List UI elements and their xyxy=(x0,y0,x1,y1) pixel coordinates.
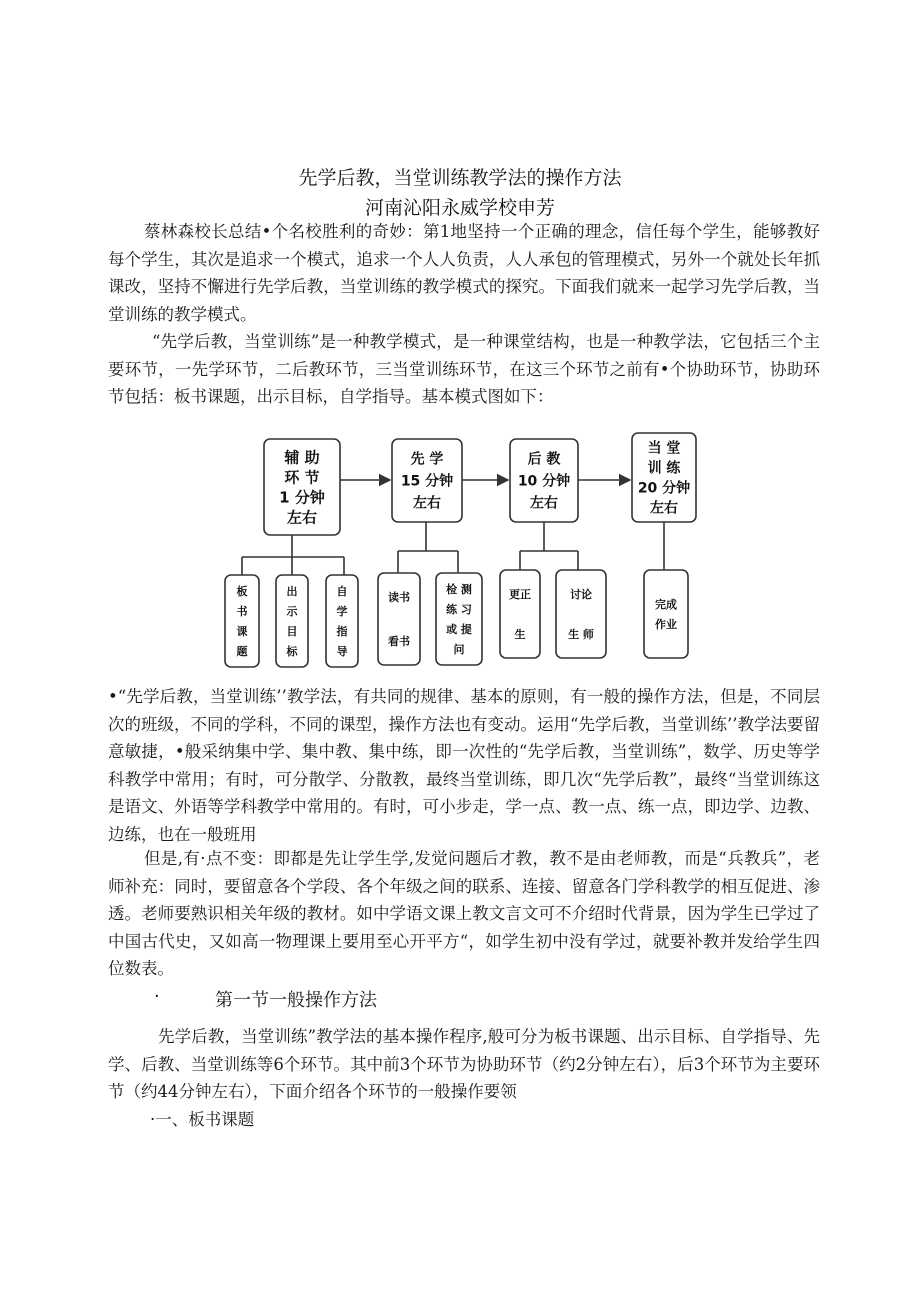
box-pre-study xyxy=(392,439,462,522)
box-board-title-line: 课 xyxy=(236,624,248,638)
box-finish-homework-line: 完成 xyxy=(655,597,677,611)
paragraph-procedure: 先学后教，当堂训练”教学法的基本操作程序,般可分为板书课题、出示目标、自学指导、先学、后教、当堂训练等6个环节。其中前3个环节为协助环节（约2分钟左右），后3个环节为主要环节（约44分钟左右），下面介绍各个环节的一般操作要领 xyxy=(108,1027,820,1101)
box-auxiliary-step-line: 辅 助 xyxy=(284,448,320,467)
document-author: 河南沁阳永威学校申芳 xyxy=(364,197,555,219)
box-discussion-line: 讨论 xyxy=(570,587,592,601)
box-pre-study-line: 左右 xyxy=(413,495,441,512)
box-board-title-line: 板 xyxy=(236,584,248,598)
box-board-title-line: 书 xyxy=(236,604,248,618)
document-title: 先学后教，当堂训练教学法的操作方法 xyxy=(298,167,622,189)
box-classroom-practice-line: 20 分钟 xyxy=(637,480,691,497)
box-finish-homework xyxy=(644,570,688,658)
box-board-title-line: 题 xyxy=(236,644,248,658)
box-read-book-line: 读书 xyxy=(388,590,410,604)
box-self-study-guide-line: 指 xyxy=(336,624,348,638)
box-classroom-practice-line: 当 堂 xyxy=(647,440,681,457)
box-auxiliary-step-line: 左右 xyxy=(286,508,318,527)
box-auxiliary-step-line: 1 分钟 xyxy=(279,488,325,507)
section-bullet: · xyxy=(154,986,160,1007)
box-classroom-practice-line: 训 练 xyxy=(647,460,681,477)
box-post-teaching-line: 10 分钟 xyxy=(517,473,571,490)
box-pre-study-line: 先 学 xyxy=(410,451,444,468)
box-test-practice-line: 练 习 xyxy=(446,602,472,616)
box-auxiliary-step-line: 环 节 xyxy=(284,468,320,487)
box-read-book-line: 看书 xyxy=(388,634,410,648)
box-test-practice-line: 检 测 xyxy=(446,582,472,596)
paragraph-model-definition: “先学后教，当堂训练”是一种教学模式，是一种课堂结构，也是一种教学法，它包括三个主要环节，一先学环节，二后教环节，三当堂训练环节，在这三个环节之前有•个协助环节，协助环节包括：板书课题，出示目标，自学指导。基本模式图如下： xyxy=(108,332,820,406)
box-show-goals-line: 目 xyxy=(286,624,298,638)
box-correction-line: 更正 xyxy=(509,587,531,601)
box-self-study-guide-line: 导 xyxy=(336,644,348,658)
teaching-model-diagram xyxy=(212,425,712,670)
box-discussion xyxy=(556,570,606,658)
box-test-practice-line: 或 提 xyxy=(446,622,472,636)
box-read-book xyxy=(378,573,420,665)
box-classroom-practice xyxy=(632,433,696,522)
subheading-board-title: ·一、板书课题 xyxy=(150,1110,255,1129)
paragraph-intro: 蔡林森校长总结•个名校胜利的奇妙：第1地坚持一个正确的理念，信任每个学生，能够教好每个学生，其次是追求一个模式，追求一个人人负责，人人承包的管理模式，另外一个就处长年抓课改，坚持不懈进行先学后教，当堂训练的教学模式的探究。下面我们就来一起学习先学后教，当堂训练的教学模式。 xyxy=(108,222,820,324)
box-correction xyxy=(500,570,540,658)
box-post-teaching xyxy=(510,439,578,522)
box-classroom-practice-line: 左右 xyxy=(650,500,678,517)
paragraph-general-method: •“先学后教，当堂训练’’教学法，有共同的规律、基本的原则，有一般的操作方法，但是，不同层次的班级，不同的学科，不同的课型，操作方法也有变动。运用“先学后教，当堂训练’’教学法要留意敏捷，•般采纳集中学、集中教、集中练，即一次性的“先学后教，当堂训练”，数学、历史等学科教学中常用；有时，可分散学、分散教，最终当堂训练，即几次“先学后教”，最终“当堂训练这是语文、外语等学科教学中常用的。有时，可小步走，学一点、教一点、练一点，即边学、边教、边练，也在一般班用 xyxy=(108,687,820,844)
section-heading: 第一节一般操作方法 xyxy=(215,990,377,1011)
box-pre-study-line: 15 分钟 xyxy=(400,473,454,490)
box-show-goals-line: 标 xyxy=(286,644,298,658)
box-show-goals-line: 示 xyxy=(286,604,298,618)
box-finish-homework-line: 作业 xyxy=(655,617,677,631)
paragraph-constant-principle: 但是,有·点不变：即都是先让学生学,发觉问题后才教，教不是由老师教，而是“兵教兵”，老师补充：同时，要留意各个学段、各个年级之间的联系、连接、留意各门学科教学的相互促进、渗透。老师要熟识相关年级的教材。如中学语文课上教文言文可不介绍时代背景，因为学生已学过了中国古代史，又如高一物理课上要用至心开平方“，如学生初中没有学过，就要补教并发给学生四位数表。 xyxy=(108,849,820,978)
box-show-goals xyxy=(276,575,308,667)
box-board-title xyxy=(225,575,259,667)
box-correction-line: 生 xyxy=(514,627,526,641)
box-self-study-guide-line: 学 xyxy=(336,604,348,618)
box-post-teaching-line: 后 教 xyxy=(527,451,561,468)
box-auxiliary-step xyxy=(264,439,340,535)
box-test-practice-line: 问 xyxy=(453,642,465,656)
box-self-study-guide-line: 自 xyxy=(336,584,348,598)
box-post-teaching-line: 左右 xyxy=(530,495,558,512)
box-show-goals-line: 出 xyxy=(286,584,298,598)
box-discussion-line: 生 师 xyxy=(568,627,594,641)
box-self-study-guide xyxy=(326,575,358,667)
box-test-practice xyxy=(436,573,482,665)
